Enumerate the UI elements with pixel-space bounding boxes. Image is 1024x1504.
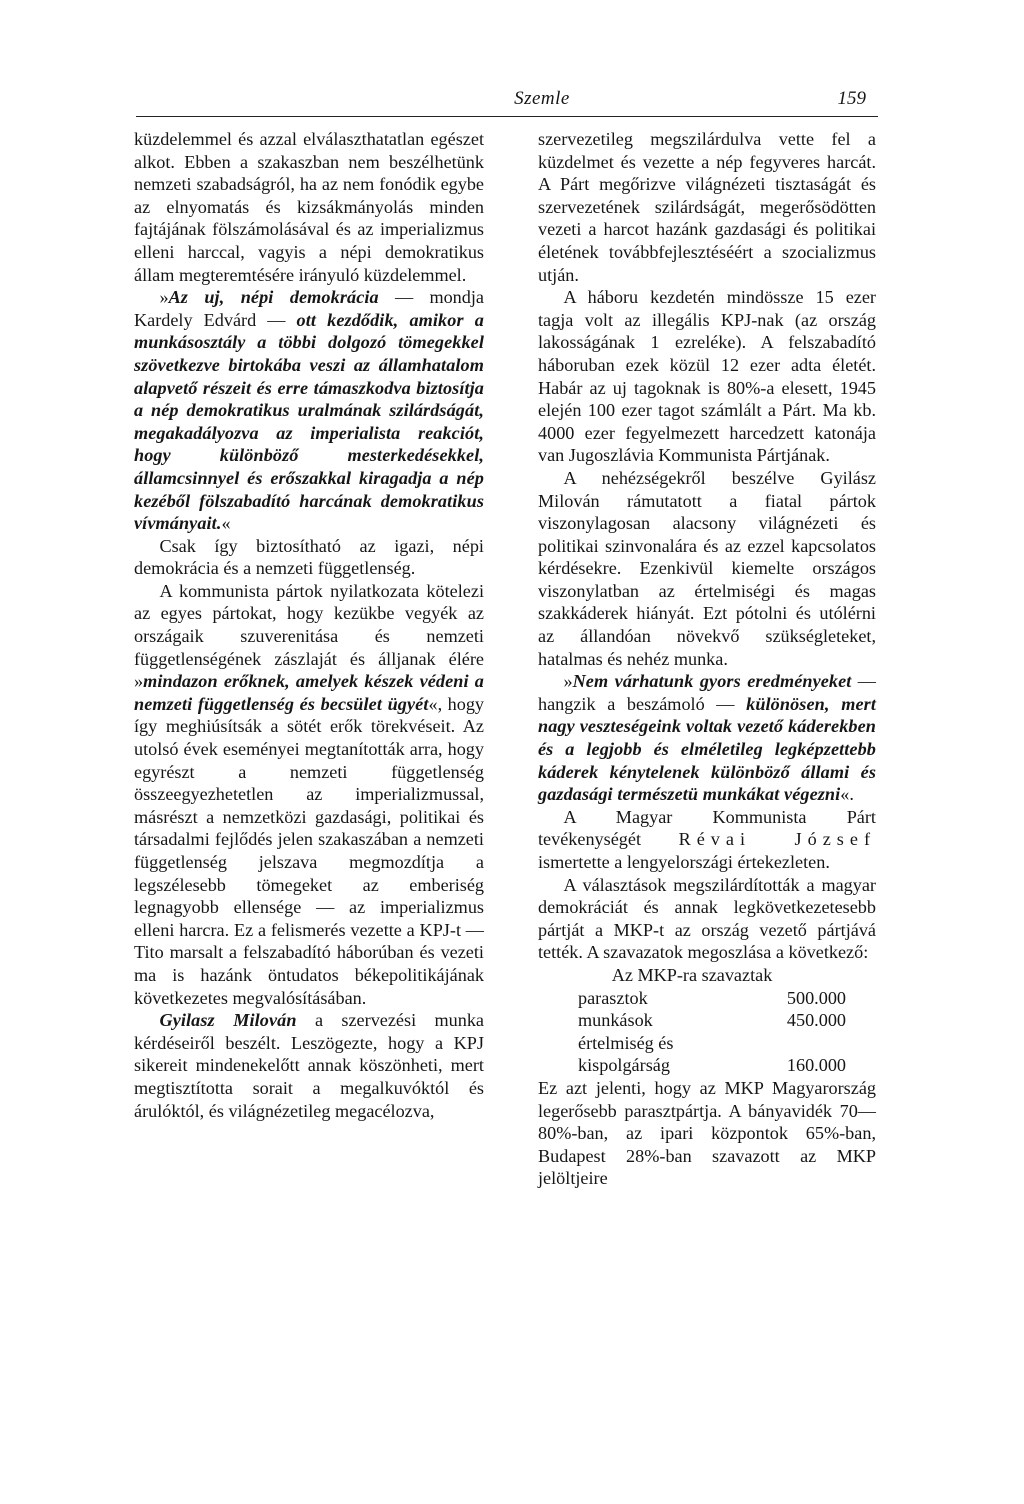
paragraph xyxy=(134,580,484,1009)
attribution: — hangzik a beszámoló — xyxy=(538,671,876,714)
quote-text: mindazon erőknek, amelyek készek védeni a nemzeti függetlenség és becsület ügyét xyxy=(134,671,484,714)
paragraph: A nehézségekről beszélve Gyilász Milován rámutatott a fiatal pártok viszonylagosan alacsony világnézeti és politikai szinvonalára és az ezzel kapcsolatos kérdésekre. Ezenkivül kiemelte országos viszonylatban az értelmiségi és magas szakkáderek hiányát. Ezt pótolni és utólérni az állandóan növekvő szükségleteket, hatalmas és nehéz munka. xyxy=(538,467,876,669)
votes-group: kispolgárság xyxy=(578,1055,670,1076)
votes-row xyxy=(538,987,876,1010)
page-number: 159 xyxy=(837,88,866,109)
page-header xyxy=(136,86,878,117)
paragraph xyxy=(538,806,876,874)
votes-value xyxy=(742,1032,876,1055)
quote-open: » xyxy=(563,671,573,692)
quote-paragraph xyxy=(538,670,876,806)
left-column xyxy=(134,128,484,1122)
votes-row xyxy=(538,1054,876,1077)
paragraph xyxy=(134,1009,484,1122)
votes-table xyxy=(538,987,876,1077)
paragraph: Ez azt jelenti, hogy az MKP Magyarország legerősebb parasztpártja. A bányavidék 70—80%-ban, az ipari központok 65%-ban, Budapest 28%-ban szavazott az MKP jelöltjeire xyxy=(538,1077,876,1189)
votes-group: parasztok xyxy=(578,987,648,1008)
quote-close: « xyxy=(221,513,231,534)
quote-text: Nem várhatunk gyors eredményeket xyxy=(572,671,852,692)
text-run: ismertette a lengyelországi értekezleten. xyxy=(538,852,830,872)
votes-row xyxy=(538,1009,876,1032)
text-run: A kommunista pártok nyilatkozata kötelezi az egyes pártokat, hogy kezükbe vegyék az országaik szuverenitása és nemzeti függetlenségének zászlaját és álljanak élére » xyxy=(134,580,484,692)
paragraph: Csak így biztosítható az igazi, népi demokrácia és a nemzeti függetlenség. xyxy=(134,535,484,579)
quote-close: «. xyxy=(840,784,854,805)
quote-text: Az uj, népi demokrácia xyxy=(168,287,379,308)
attribution: — mondja Kardely Edvárd — xyxy=(134,287,484,330)
right-column xyxy=(538,128,876,1190)
speaker-name: Révai József xyxy=(678,829,877,850)
votes-group: munkások xyxy=(578,1010,653,1031)
quote-text: ott kezdődik, amikor a munkásosztály a többi dolgozó tömegekkel szövetkezve birtokába veszi az államhatalom alapvető részeit és erre támaszkodva biztosítja a nép demokratikus uralmának szilárdságát, megakadályozva az imperialista reakciót, hogy különböző mesterkedésekkel, államcsinnyel és erőszakkal kiragadja a nép kezéből fölszabadító harcának demokratikus vívmányait. xyxy=(134,309,484,534)
text-run: a szervezési munka kérdéseiről beszélt. Leszögezte, hogy a KPJ sikereit mindenekelőtt annak köszönheti, mert megtisztította sorait a megalkuvóktól és árulóktól, és világnézetileg megacélozva, xyxy=(134,1010,485,1121)
votes-value: 160.000 xyxy=(786,1055,846,1076)
votes-value: 450.000 xyxy=(786,1010,846,1031)
text-run: «, hogy így meghiúsítsák a sötét erők törekvéseit. Az utolsó évek eseményei megtanították arra, hogy egyrészt a nemzeti függetlenség összeegyezhetetlen az imperializmussal, másrészt a nemzetközi gazdasági, politikai és társadalmi fejlődés jelen szakaszában a nemzeti függetlenség jelszava megmozdítja a legszélesebb tömegeket az emberiség legnagyobb ellensége — az imperializmus elleni harcra. Ez a felismerés vezette a KPJ-t — Tito marsalt a felszabadító háborúban és vezeti ma is hazánk öntudatos békepolitikájának következetes megvalósításában. xyxy=(134,693,485,1008)
text-run: A Magyar Kommunista Párt tevékenységét xyxy=(538,806,876,850)
paragraph: A választások megszilárdították a magyar demokráciát és annak legkövetkezetesebb pártját a MKP-t az ország vezető pártjává tették. A szavazatok megoszlása a következő: xyxy=(538,874,876,963)
votes-row xyxy=(538,1032,876,1055)
paragraph: küzdelemmel és azzal elválaszthatatlan egészet alkot. Ebben a szakaszban nem beszélhetünk nemzeti szabadságról, ha az nem fonódik egybe az elnyomatás és kizsákmányolás minden fajtájának fölszámolásával és az imperializmus elleni harccal, vagyis a népi demokratikus állam megteremtésére irányuló küzdelemmel. xyxy=(134,129,484,285)
quote-open: » xyxy=(159,287,169,308)
journal-title: Szemle xyxy=(514,88,570,109)
speaker-name: Gyilasz Milován xyxy=(159,1010,297,1031)
quote-text: különösen, mert nagy veszteségeink voltak vezető káderekben és a legjobb és elméletileg legképzettebb káderek kénytelenek különböző állami és gazdasági természetü munkákat végezni xyxy=(538,693,876,805)
quote-paragraph xyxy=(134,286,484,535)
paragraph: A háboru kezdetén mindössze 15 ezer tagja volt az illegális KPJ-nak (az ország lakosságának 1 ezreléke). A felszabadító háboruban ezek közül 12 ezer adta életét. Habár az uj tagoknak is 80%-a elesett, 1945 elején 100 ezer tagot számlált a Párt. Ma kb. 4000 ezer fegyelmezett harcedzett katonája van Jugoszlávia Kommunista Pártjának. xyxy=(538,287,876,466)
votes-heading: Az MKP-ra szavaztak xyxy=(611,964,773,985)
votes-value: 500.000 xyxy=(786,987,846,1008)
paragraph: szervezetileg megszilárdulva vette fel a küzdelmet és vezette a nép fegyveres harcát. A Párt megőrizve világnézeti tisztaságát és szervezetének szilárdságát, megerősödötten vezeti a harcot hazánk gazdasági és politikai életének továbbfejlesztéséért a szocializmus utján. xyxy=(538,129,876,285)
votes-group: értelmiség és xyxy=(578,1032,674,1053)
